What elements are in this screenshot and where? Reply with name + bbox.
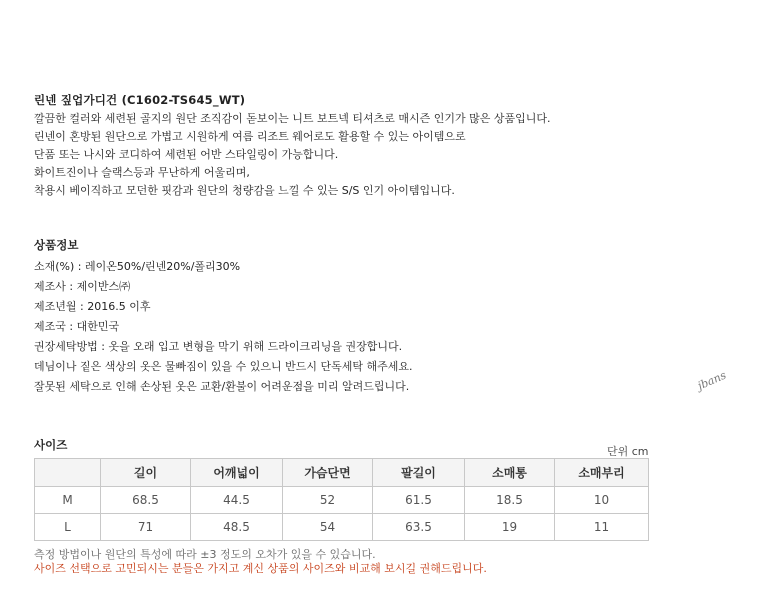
description-line: 화이트진이나 슬랙스등과 무난하게 어울리며, xyxy=(34,166,250,179)
table-cell: 44.5 xyxy=(191,487,283,514)
size-table xyxy=(34,458,649,541)
header-cell xyxy=(35,459,101,487)
table-cell: 68.5 xyxy=(101,487,191,514)
header-cell: 소매통 xyxy=(465,459,555,487)
table-cell: 19 xyxy=(465,514,555,541)
header-cell: 소매부리 xyxy=(555,459,649,487)
info-line: 제조년월 : 2016.5 이후 xyxy=(34,300,151,313)
table-cell: 18.5 xyxy=(465,487,555,514)
table-cell: 71 xyxy=(101,514,191,541)
description-line: 단품 또는 나시와 코디하여 세련된 어반 스타일링이 가능합니다. xyxy=(34,148,339,161)
table-cell: 54 xyxy=(283,514,373,541)
size-label: M xyxy=(35,487,101,514)
description-line: 깔끔한 컬러와 세련된 골지의 원단 조직감이 돋보이는 니트 보트넥 티셔츠로 매시즌 인기가 많은 상품입니다. xyxy=(34,112,551,125)
table-row xyxy=(35,487,649,514)
description-line: 린넨이 혼방된 원단으로 가볍고 시원하게 여름 리조트 웨어로도 활용할 수 있는 아이템으로 xyxy=(34,130,466,143)
size-unit: 단위 cm xyxy=(607,445,649,458)
description-line: 착용시 베이직하고 모던한 핏감과 원단의 청량감을 느낄 수 있는 S/S 인기 아이템입니다. xyxy=(34,184,455,197)
table-cell: 63.5 xyxy=(373,514,465,541)
product-title: 린넨 짚업가디건 (C1602-TS645_WT) xyxy=(34,93,246,107)
size-table-header xyxy=(35,459,649,487)
info-line: 권장세탁방법 : 옷을 오래 입고 변형을 막기 위해 드라이크리닝을 권장합니다. xyxy=(34,340,403,353)
measurement-note: 측정 방법이나 원단의 특성에 따라 ±3 정도의 오차가 있을 수 있습니다. xyxy=(34,548,376,561)
size-notice: 사이즈 선택으로 고민되시는 분들은 가지고 계신 상품의 사이즈와 비교해 보시길 권해드립니다. xyxy=(34,562,487,575)
brand-watermark: jbans xyxy=(695,368,729,393)
size-label: L xyxy=(35,514,101,541)
info-line: 제조사 : 제이반스㈜ xyxy=(34,280,131,293)
product-info-title: 상품정보 xyxy=(34,238,79,252)
header-cell: 가슴단면 xyxy=(283,459,373,487)
table-row xyxy=(35,514,649,541)
header-cell: 팔길이 xyxy=(373,459,465,487)
size-title: 사이즈 xyxy=(34,438,68,452)
table-cell: 52 xyxy=(283,487,373,514)
info-line: 제조국 : 대한민국 xyxy=(34,320,120,333)
table-cell: 10 xyxy=(555,487,649,514)
table-cell: 61.5 xyxy=(373,487,465,514)
info-line: 잘못된 세탁으로 인해 손상된 옷은 교환/환불이 어려운점을 미리 알려드립니다. xyxy=(34,380,410,393)
info-line: 데님이나 짙은 색상의 옷은 물빠짐이 있을 수 있으니 반드시 단독세탁 해주세요. xyxy=(34,360,413,373)
info-line: 소재(%) : 레이온50%/린넨20%/폴리30% xyxy=(34,260,241,273)
table-cell: 48.5 xyxy=(191,514,283,541)
header-cell: 길이 xyxy=(101,459,191,487)
header-cell: 어깨넓이 xyxy=(191,459,283,487)
table-cell: 11 xyxy=(555,514,649,541)
